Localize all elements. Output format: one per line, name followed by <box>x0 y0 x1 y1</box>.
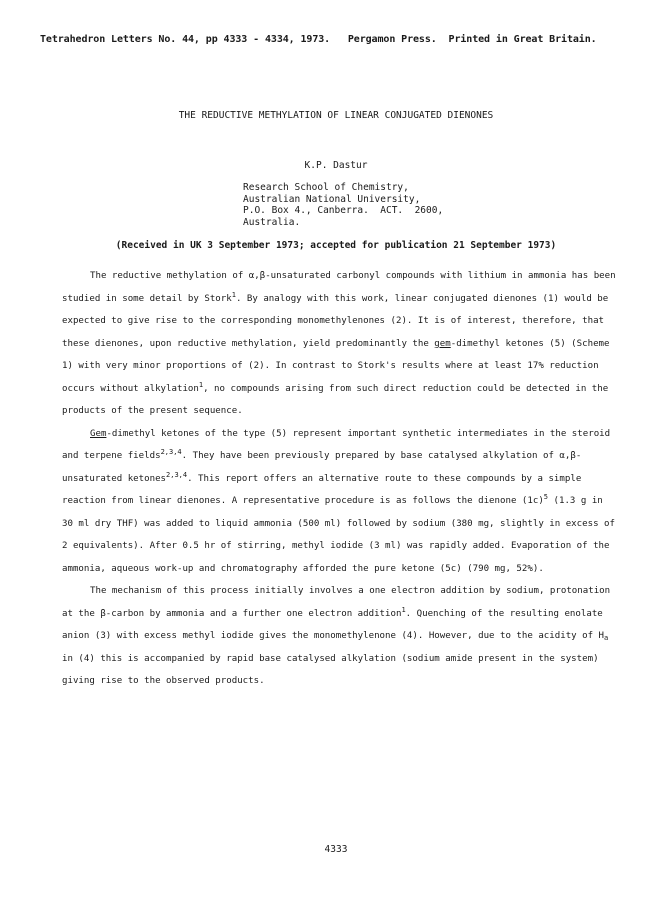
text-run: . Quenching of the resulting enolate anion (3) with excess methyl iodide gives the monomethylenone (4). However, due to the acidity of H <box>62 608 605 641</box>
text-run: , no compounds arising from such direct reduction could be detected in the products of the present sequence. <box>62 383 609 416</box>
received-dates: (Received in UK 3 September 1973; accepted for publication 21 September 1973) <box>115 240 557 251</box>
article-title: THE REDUCTIVE METHYLATION OF LINEAR CONJUGATED DIENONES <box>178 110 494 121</box>
text-run: in (4) this is accompanied by rapid base catalysed alkylation (sodium amide present in the system) giving rise to the observed products. <box>62 653 599 686</box>
author-name: K.P. Dastur <box>304 160 368 171</box>
affiliation-line: P.O. Box 4., Canberra. ACT. 2600, <box>243 205 444 216</box>
publisher: Pergamon Press. <box>347 34 437 45</box>
text-run: The reductive methylation of α,β-unsaturated carbonyl compounds with lithium in ammonia has been studied in some detail by Stork <box>62 271 616 304</box>
affiliation-line: Australia. <box>243 216 301 228</box>
text-run: The mechanism of this process initially involves a one electron addition by sodium, protonation at the β-carbon by ammonia and a further one electron addition <box>62 586 611 619</box>
reference-marker: 1 <box>198 380 204 389</box>
reference-marker: 2,3,4 <box>160 448 182 456</box>
gem-underlined: gem <box>434 338 451 349</box>
printed-in: Printed in Great Britain. <box>448 34 597 45</box>
paragraph-2 <box>62 423 618 581</box>
journal-citation: Tetrahedron Letters No. 44, pp 4333 - 4334, 1973. <box>40 34 331 45</box>
paragraph-1 <box>62 265 618 423</box>
article-body <box>62 265 618 693</box>
text-run: . This report offers an alternative route to these compounds by a simple reaction from linear dienones. A representative procedure is as follows the dienone (1c) <box>62 473 582 506</box>
text-run: (1.3 g in 30 ml dry THF) was added to liquid ammonia (500 ml) followed by sodium (380 mg, slightly in excess of 2 equivalents). After 0.5 hr of stirring, methyl iodide (3 ml) was rapidly added. Evaporation of the ammonia, aqueous work-up and chromatography afforded the pure ketone (5c) (790 mg, 52%). <box>62 496 615 574</box>
text-run: . They have been previously prepared by base catalysed alkylation of α,β-unsaturated ketones <box>62 451 582 484</box>
reference-marker: 5 <box>543 493 549 501</box>
gem-underlined: Gem <box>90 428 107 439</box>
reference-marker: 2,3,4 <box>166 470 188 479</box>
journal-header <box>40 34 640 45</box>
affiliation-line: Australian National University, <box>243 193 421 205</box>
reference-marker: 1 <box>231 290 236 299</box>
affiliation-line: Research School of Chemistry, <box>243 182 409 193</box>
text-run: . By analogy with this work, linear conjugated dienones (1) would be expected to give rise to the corresponding monomethylenones (2). It is of interest, therefore, that these dienones, upon reductive methylation, yield predominantly the <box>62 293 609 349</box>
subscript: a <box>604 634 609 642</box>
text-run: -dimethyl ketones (5) (Scheme 1) with very minor proportions of (2). In contrast to Stork's results where at least 17% reduction occurs without alkylation <box>62 338 610 394</box>
affiliation <box>243 182 443 228</box>
paragraph-3 <box>62 580 618 693</box>
text-run: -dimethyl ketones of the type (5) represent important synthetic intermediates in the steroid and terpene fields <box>62 428 611 461</box>
page-number: 4333 <box>324 844 348 855</box>
reference-marker: 1 <box>401 605 406 614</box>
